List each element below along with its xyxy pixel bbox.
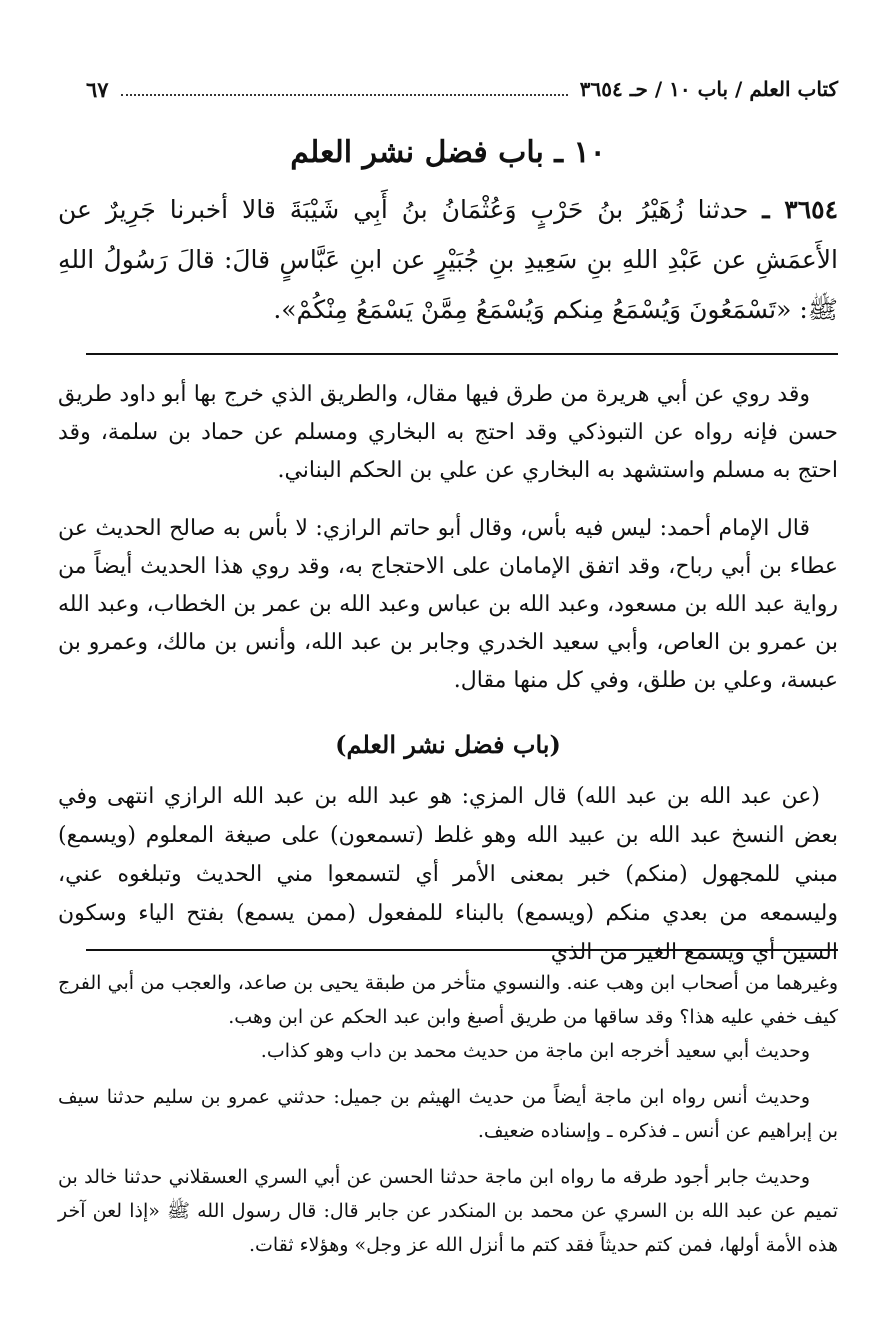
dotted-leader [121,82,568,96]
footnote-2: وحديث أبي سعيد أخرجه ابن ماجة من حديث محمد بن داب وهو كذاب. [260,1040,810,1062]
footnotes [58,966,838,1262]
sharh-section [58,777,838,972]
chapter-title: ١٠ ـ باب فضل نشر العلم [290,135,606,170]
commentary-paragraph-2 [58,510,838,700]
footnote-1: وغيرهما من أصحاب ابن وهب عنه. والنسوي متأخر من طبقة يحيى بن صاعد، والعجب من أبي الفرج كيف خفي عليه هذا؟ وقد ساقها من طريق أصبغ وابن عبد الحكم عن ابن وهب. [58,972,838,1028]
hadith-body: حدثنا زُهَيْرُ بنُ حَرْبٍ وَعُثْمَانُ بنُ أَبِي شَيْبَةَ قالا أخبرنا جَرِيرٌ عن الأَعمَشِ عن عَبْدِ اللهِ بنِ سَعِيدِ بنِ جُبَيْرٍ عن ابنِ عَبَّاسٍ قالَ: قالَ رَسُولُ اللهِ ﷺ: «تَسْمَعُونَ وَيُسْمَعُ مِنكم وَيُسْمَعُ مِمَّنْ يَسْمَعُ مِنْكُمْ». [58,195,838,324]
sharh-heading: (باب فضل نشر العلم) [335,730,561,759]
commentary-text: قال الإمام أحمد: ليس فيه بأس، وقال أبو حاتم الرازي: لا بأس به صالح الحديث عن عطاء بن أبي رباح، وقد اتفق الإمامان على الاحتجاج به، وقد روي هذا الحديث أيضاً من رواية عبد الله بن مسعود، وعبد الله بن عباس وعبد الله بن عمر بن الخطاب، وعبد الله بن عمرو بن العاص، وأبي سعيد الخدري وجابر بن عبد الله، وأنس بن مالك، وعمرو بن عبسة، وعلي بن طلق، وفي كل منها مقال. [58,516,838,693]
hadith-text [58,185,838,335]
footnote-divider [86,949,838,951]
commentary-text: وقد روي عن أبي هريرة من طرق فيها مقال، والطريق الذي خرج بها أبو داود طريق حسن فإنه رواه عن التبوذكي وقد احتج به البخاري ومسلم عن حماد بن سلمة، وقد احتج به مسلم واستشهد به البخاري عن علي بن الحكم البناني. [58,382,838,483]
commentary-paragraph-1 [58,376,838,490]
running-header [86,72,838,106]
section-divider [86,353,838,355]
running-title: كتاب العلم / باب ١٠ / حـ ٣٦٥٤ [579,77,838,101]
footnote-4: وحديث جابر أجود طرقه ما رواه ابن ماجة حدثنا الحسن عن أبي السري العسقلاني حدثنا خالد بن تميم عن عبد الله بن السري عن محمد بن المنكدر عن جابر قال: قال رسول الله ﷺ «إذا لعن آخر هذه الأمة أولها، فمن كتم حديثاً فقد كتم ما أنزل الله عز وجل» وهؤلاء ثقات. [58,1166,838,1256]
sharh-text: (عن عبد الله بن عبد الله) قال المزي: هو عبد الله بن عبد الله الرازي انتهى وفي بعض النسخ عبد الله بن عبيد الله وهو غلط (تسمعون) على صيغة المعلوم (ويسمع) مبني للمجهول (منكم) خبر بمعنى الأمر أي لتسمعوا مني الحديث وتبلغوه عني، وليسمعه من بعدي منكم (ويسمع) بالبناء للمفعول (ممن يسمع) بفتح الياء وسكون السين أي ويسمع الغير من الذي [58,784,838,965]
page-number: ٦٧ [86,76,109,102]
footnote-3: وحديث أنس رواه ابن ماجة أيضاً من حديث الهيثم بن جميل: حدثني عمرو بن سليم حدثنا سيف بن إبراهيم عن أنس ـ فذكره ـ وإسناده ضعيف. [58,1086,838,1142]
hadith-number: ٣٦٥٤ ـ [762,195,838,224]
